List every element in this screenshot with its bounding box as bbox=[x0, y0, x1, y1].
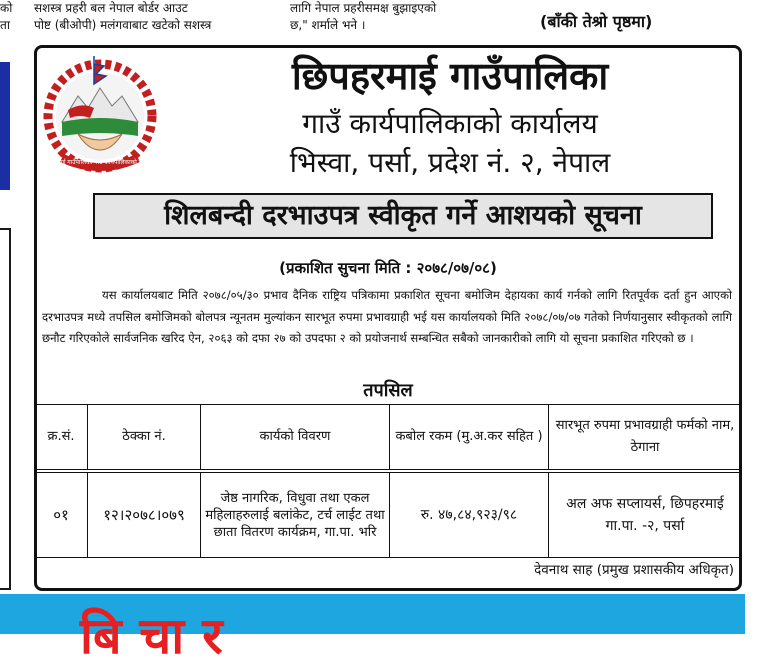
cell-contract-no: १२।२०७८।०७९ bbox=[88, 471, 201, 558]
cell-description: जेष्ठ नागरिक, विधुवा तथा एकल महिलाहरुलाई बलांकेट, टर्च लाईट तथा छाता वितरण कार्यक्रम, गा.पा. भरि bbox=[201, 471, 390, 558]
notice-subject: शिलबन्दी दरभाउपत्र स्वीकृत गर्ने आशयको सूचना bbox=[93, 193, 713, 239]
header-amount: कबोल रकम (मु.अ.कर सहित ) bbox=[390, 405, 549, 472]
signatory: देवनाथ साह (प्रमुख प्रशासकीय अधिकृत) bbox=[534, 562, 734, 578]
header-contract-no: ठेक्का नं. bbox=[88, 405, 201, 472]
column-fragment-2-line-1: सशस्त्र प्रहरी बल नेपाल बोर्डर आउट bbox=[34, 1, 188, 15]
notice-body: यस कार्यालयबाट मिति २०७८/०५/३० प्रभाव दैनिक राष्ट्रिय पत्रिकामा प्रकाशित सूचना बमोजिम देहायका कार्य गर्नको लागि रितपूर्वक दर्ता हुन आएको दरभाउपत्र मध्ये तपसिल बमोजिमको बोलपत्र न्यूनतम मुल्यांकन सारभूत रुपमा प्रभावग्राही भई यस कार्यालयको मिति २०७८/०७/०७ गतेको निर्णयानुसार स्वीकृतको लागि छनौट गरिएकोले सार्वजनिक खरिद ऐन, २०६३ को दफा २७ को उपदफा २ को प्रयोजनार्थ सम्बन्धित सबैको जानकारीको लागि यो सूचना प्रकाशित गरिएको छ । bbox=[42, 288, 732, 345]
column-fragment-1-line-2: ता bbox=[0, 18, 10, 32]
header-serial: क्र.सं. bbox=[35, 405, 88, 472]
government-emblem-icon bbox=[44, 50, 156, 178]
header-firm: सारभूत रुपमा प्रभावग्राही फर्मको नाम, ठेगाना bbox=[549, 405, 742, 472]
cell-firm: अल अफ सप्लायर्स, छिपहरमाई गा.पा. -२, पर्सा bbox=[549, 471, 742, 558]
left-column-border bbox=[0, 228, 11, 590]
schedule-heading: तपसिल bbox=[363, 380, 413, 401]
published-date: (प्रकाशित सुचना मिति : २०७८/०७/०८) bbox=[279, 259, 497, 277]
award-table bbox=[34, 404, 742, 558]
column-fragment-2-line-2: पोष्ट (बीओपी) मलंगवाबाट खटेको सशस्त्र bbox=[34, 18, 212, 32]
header-description: कार्यको विवरण bbox=[201, 405, 390, 472]
table-row bbox=[35, 471, 742, 558]
cell-serial: ०१ bbox=[35, 471, 88, 558]
emblem-ribbon-text: छिपहरमाई गाउँपालिका गाउँ कार्यपालिकाको कार्यालय bbox=[42, 159, 158, 166]
banner-text: बिचार bbox=[80, 607, 241, 665]
column-fragment-3-line-1: लागि नेपाल प्रहरीसमक्ष बुझाइएको bbox=[290, 1, 437, 15]
office-name: गाउँ कार्यपालिकाको कार्यालय bbox=[302, 107, 598, 140]
column-fragment-1-line-1: को bbox=[0, 1, 13, 15]
column-fragment-3-line-2: छ," शर्माले भने । bbox=[290, 18, 366, 32]
left-column-blue-block bbox=[0, 62, 10, 190]
continued-note: (बाँकी तेश्रो पृष्ठमा) bbox=[540, 12, 653, 31]
table-header-row bbox=[35, 405, 742, 472]
municipality-title: छिपहरमाई गाउँपालिका bbox=[291, 54, 609, 98]
cell-amount: रु. ४७,८४,९२३/९८ bbox=[390, 471, 549, 558]
next-ad-banner bbox=[0, 594, 745, 665]
office-address: भिस्वा, पर्सा, प्रदेश नं. २, नेपाल bbox=[289, 146, 611, 179]
